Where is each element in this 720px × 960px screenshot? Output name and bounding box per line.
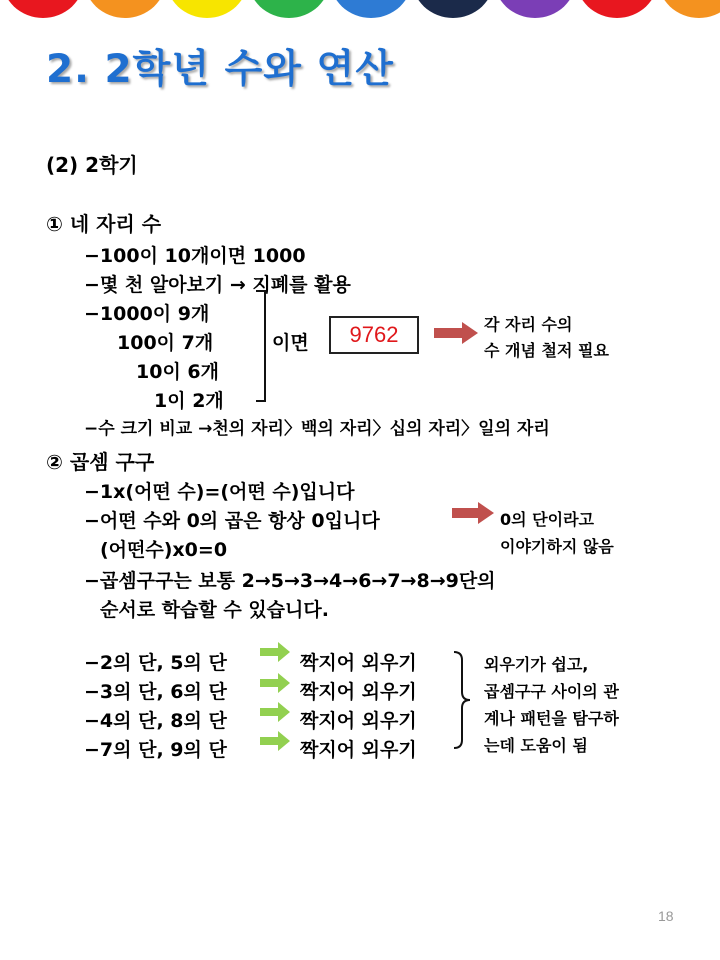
section2-line: −어떤 수와 0의 곱은 항상 0입니다 bbox=[84, 510, 380, 532]
pairs-note-line: 는데 도움이 됨 bbox=[484, 736, 588, 755]
header-color-dots bbox=[0, 0, 720, 20]
note-line: 각 자리 수의 bbox=[484, 315, 573, 334]
header-dot-orange-2 bbox=[658, 0, 720, 18]
red-arrow-icon bbox=[452, 502, 494, 524]
curly-brace bbox=[452, 650, 474, 750]
header-dot-blue bbox=[330, 0, 412, 18]
pairs-note-line: 곱셈구구 사이의 관 bbox=[484, 682, 619, 701]
section2-line: −곱셈구구는 보통 2→5→3→4→6→7→8→9단의 bbox=[84, 570, 496, 592]
section1-line: 1이 2개 bbox=[154, 390, 224, 412]
header-dot-purple bbox=[494, 0, 576, 18]
green-arrow-icon bbox=[260, 702, 290, 722]
zero-note-line: 이야기하지 않음 bbox=[500, 537, 614, 556]
pair-left: −7의 단, 9의 단 bbox=[84, 739, 227, 761]
green-arrow-icon bbox=[260, 673, 290, 693]
section1-line: 10이 6개 bbox=[136, 361, 219, 383]
pair-left: −4의 단, 8의 단 bbox=[84, 710, 227, 732]
pairs-note-line: 계나 패턴을 탐구하 bbox=[484, 709, 619, 728]
pairs-note-line: 외우기가 쉽고, bbox=[484, 655, 589, 674]
pair-left: −3의 단, 6의 단 bbox=[84, 681, 227, 703]
header-dot-yellow bbox=[166, 0, 248, 18]
header-dot-orange bbox=[84, 0, 166, 18]
compare-line: −수 크기 비교 →천의 자리〉백의 자리〉십의 자리〉일의 자리 bbox=[84, 419, 550, 439]
header-dot-green bbox=[248, 0, 330, 18]
section2-line: −1x(어떤 수)=(어떤 수)입니다 bbox=[84, 481, 355, 503]
section2-line: (어떤수)x0=0 bbox=[100, 539, 228, 561]
note-line: 수 개념 철저 필요 bbox=[484, 341, 609, 360]
section1-line: −1000이 9개 bbox=[84, 303, 210, 325]
result-value: 9762 bbox=[349, 322, 399, 347]
section1-heading: ① 네 자리 수 bbox=[46, 212, 162, 236]
pair-right: 짝지어 외우기 bbox=[300, 681, 417, 703]
header-dot-red-2 bbox=[576, 0, 658, 18]
right-bracket bbox=[256, 290, 266, 402]
connector-text: 이면 bbox=[272, 332, 309, 354]
pair-left: −2의 단, 5의 단 bbox=[84, 652, 227, 674]
section1-line: 100이 7개 bbox=[117, 332, 214, 354]
subtitle: (2) 2학기 bbox=[46, 153, 138, 177]
header-dot-navy bbox=[412, 0, 494, 18]
red-arrow-icon bbox=[434, 322, 478, 344]
zero-note-line: 0의 단이라고 bbox=[500, 510, 594, 529]
green-arrow-icon bbox=[260, 642, 290, 662]
section2-line: 순서로 학습할 수 있습니다. bbox=[100, 599, 329, 621]
page-title: 2. 2학년 수와 연산 bbox=[46, 47, 394, 92]
pair-right: 짝지어 외우기 bbox=[300, 652, 417, 674]
header-dot-red bbox=[2, 0, 84, 18]
page-number: 18 bbox=[658, 908, 674, 924]
pair-right: 짝지어 외우기 bbox=[300, 739, 417, 761]
section2-heading: ② 곱셈 구구 bbox=[46, 450, 155, 474]
pair-right: 짝지어 외우기 bbox=[300, 710, 417, 732]
result-box bbox=[329, 316, 419, 354]
section1-line: −몇 천 알아보기 → 지폐를 활용 bbox=[84, 274, 351, 296]
green-arrow-icon bbox=[260, 731, 290, 751]
section1-line: −100이 10개이면 1000 bbox=[84, 245, 306, 267]
